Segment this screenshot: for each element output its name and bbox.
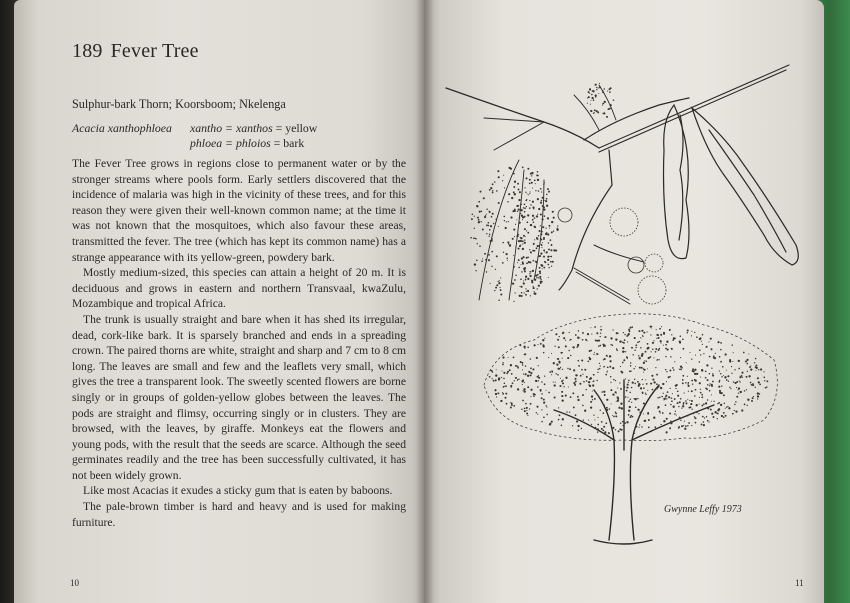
etymology bbox=[190, 121, 317, 151]
fever-tree-illustration bbox=[424, 0, 824, 603]
entry-number: 189 bbox=[72, 40, 103, 62]
tree-trunk-drawing bbox=[554, 380, 714, 544]
tree-crown-drawing bbox=[484, 314, 777, 441]
etymology-line: xantho = xanthos = yellow bbox=[190, 121, 318, 135]
body-paragraph: Mostly medium-sized, this species can attain a height of 20 m. It is deciduous and grows in eastern and northern Transvaal, kwaZulu, Mozambique and tropical Africa. bbox=[72, 266, 406, 311]
scientific-name: Acacia xanthophloea bbox=[72, 121, 172, 135]
common-names: Sulphur-bark Thorn; Koorsboom; Nkelenga bbox=[72, 97, 286, 111]
page-number-right: 11 bbox=[795, 578, 804, 588]
body-paragraph: The pale-brown timber is hard and heavy and is used for making furniture. bbox=[72, 500, 406, 529]
artist-signature: Gwynne Leffy 1973 bbox=[664, 504, 742, 515]
compound-leaves-drawing bbox=[479, 85, 616, 300]
seed-pods-drawing bbox=[664, 105, 799, 265]
body-paragraph: Like most Acacias it exudes a sticky gum that is eaten by baboons. bbox=[83, 484, 393, 498]
entry-heading bbox=[72, 40, 199, 63]
etymology-line: phloea = phloios = bark bbox=[190, 136, 305, 150]
page-number-left: 10 bbox=[70, 578, 79, 588]
entry-body bbox=[72, 156, 406, 530]
thorn-twig-drawing bbox=[446, 65, 789, 304]
entry-title: Fever Tree bbox=[110, 40, 199, 62]
body-paragraph: The Fever Tree grows in regions close to permanent water or by the stronger streams where pools form. Early settlers discovered that the incidence of malaria was high in the vicinity of these trees, and for this reason they were given their well-known common name; at the time it was not known that the mosquitoes, which also favour these areas, transmitted the fever. The tree (which has kept its common name) has a strange appearance with its yellow-green, powdery bark. bbox=[72, 157, 406, 264]
body-paragraph: The trunk is usually straight and bare when it has shed its irregular, dead, cork-like bark. It is sparsely branched and ends in a spreading crown. The paired thorns are white, straight and sharp and 7 cm to 8 cm long. The leaves are small and few and the leaflets very small, which gives the tree a transparent look. The sweetly scented flowers are borne singly or in groups of golden-yellow globes between the leaves. The pods are straight and flimsy, occurring singly or in clusters. They are browsed, with the leaves, by giraffe. Monkeys eat the flowers and young pods, with the result that the seeds are scarce. Although the seed germinates readily and the tree has been successfully cultivated, it has not been widely grown. bbox=[72, 312, 406, 482]
